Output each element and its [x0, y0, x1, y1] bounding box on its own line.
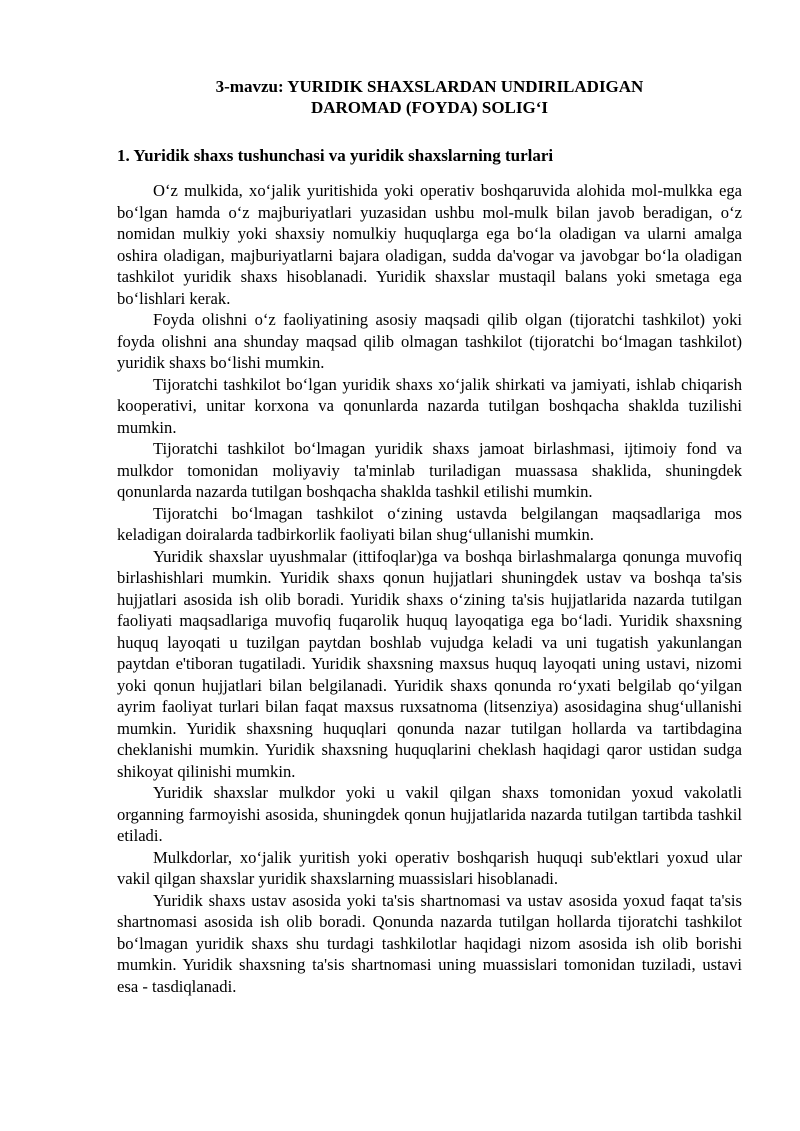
- section-heading: 1. Yuridik shaxs tushunchasi va yuridik shaxslarning turlari: [117, 146, 554, 165]
- paragraph: Mulkdorlar, xo‘jalik yuritish yoki operativ boshqarish huquqi sub'ektlari yoxud ular vakil qilgan shaxslar yuridik shaxslarning muassislari hisoblanadi.: [117, 847, 742, 888]
- document-title: [117, 76, 742, 118]
- paragraph: Yuridik shaxslar mulkdor yoki u vakil qilgan shaxs tomonidan yoxud vakolatli organning farmoyishi asosida, shuningdek qonun hujjatlarida nazarda tutilgan tartibda tashkil etiladi.: [117, 783, 742, 845]
- paragraph: Tijoratchi tashkilot bo‘lmagan yuridik shaxs jamoat birlashmasi, ijtimoiy fond va mulkdor tomonidan moliyaviy ta'minlab turiladigan muassasa shaklida, shuningdek qonunlarda nazarda tutilgan boshqacha shaklda tashkil etilishi mumkin.: [117, 439, 742, 501]
- paragraph: Yuridik shaxslar uyushmalar (ittifoqlar)ga va boshqa birlashmalarga qonunga muvofiq birlashishlari mumkin. Yuridik shaxs qonun hujjatlari shuningdek ustav va boshqa ta'sis hujjatlari asosida ish olib boradi. Yuridik shaxs o‘zining ta'sis hujjatlarida nazarda tutilgan faoliyati maqsadlariga muvofiq fuqarolik huquq layoqatiga ega bo‘ladi. Yuridik shaxsning huquq layoqati u tuzilgan paytdan boshlab vujudga keladi va uni tugatish yakunlangan paytdan e'tiboran tugatiladi. Yuridik shaxsning maxsus huquq layoqati uning ustavi, nizomi yoki qonun hujjatlari bilan belgilanadi. Yuridik shaxs qonunda ro‘yxati belgilab qo‘yilgan ayrim faoliyat turlari bilan faqat maxsus ruxsatnoma (litsenziya) asosidagina shug‘ullanishi mumkin. Yuridik shaxsning huquqlari qonunda nazar tutilgan hollarda va tartibdagina cheklanishi mumkin. Yuridik shaxsning huquqlarini cheklash haqidagi qaror ustidan sudga shikoyat qilinishi mumkin.: [117, 546, 742, 781]
- paragraph: Tijoratchi bo‘lmagan tashkilot o‘zining ustavda belgilangan maqsadlariga mos keladigan doiralarda tadbirkorlik faoliyati bilan shug‘ullanishi mumkin.: [117, 503, 742, 544]
- document-body: [117, 180, 742, 997]
- paragraph: O‘z mulkida, xo‘jalik yuritishida yoki operativ boshqaruvida alohida mol-mulkka ega bo‘lgan hamda o‘z majburiyatlari yuzasidan ushbu mol-mulk bilan javob beradigan, o‘z nomidan mulkiy yoki shaxsiy nomulkiy huquqlarga ega bo‘la oladigan va ularni amalga oshira oladigan, majburiyatlarni bajara oladigan, sudda da'vogar va javobgar bo‘la oladigan tashkilot yuridik shaxs hisoblanadi. Yuridik shaxslar mustaqil balans yoki smetaga ega bo‘lishlari kerak.: [117, 181, 742, 308]
- document-title-line-2: DAROMAD (FOYDA) SOLIG‘I: [310, 98, 549, 117]
- paragraph: Tijoratchi tashkilot bo‘lgan yuridik shaxs xo‘jalik shirkati va jamiyati, ishlab chiqarish kooperativi, unitar korxona va qonunlarda nazarda tutilgan boshqacha shaklda tuzilishi mumkin.: [117, 374, 742, 437]
- paragraph: Yuridik shaxs ustav asosida yoki ta'sis shartnomasi va ustav asosida yoxud faqat ta'sis shartnomasi asosida ish olib boradi. Qonunda nazarda tutilgan hollarda tijoratchi tashkilot bo‘lmagan yuridik shaxs shu turdagi tashkilotlar haqidagi nizom asosida ish olib borishi mumkin. Yuridik shaxsning ta'sis shartnomasi uning muassislari tomonidan tuziladi, ustavi esa - tasdiqlanadi.: [117, 890, 742, 996]
- document-title-line-1: 3-mavzu: YURIDIK SHAXSLARDAN UNDIRILADIGAN: [215, 77, 644, 96]
- paragraph: Foyda olishni o‘z faoliyatining asosiy maqsadi qilib olgan (tijoratchi tashkilot) yoki foyda olishni ana shunday maqsad qilib olmagan tashkilot (tijoratchi bo‘lmagan tashkilot) yuridik shaxs bo‘lishi mumkin.: [117, 310, 742, 372]
